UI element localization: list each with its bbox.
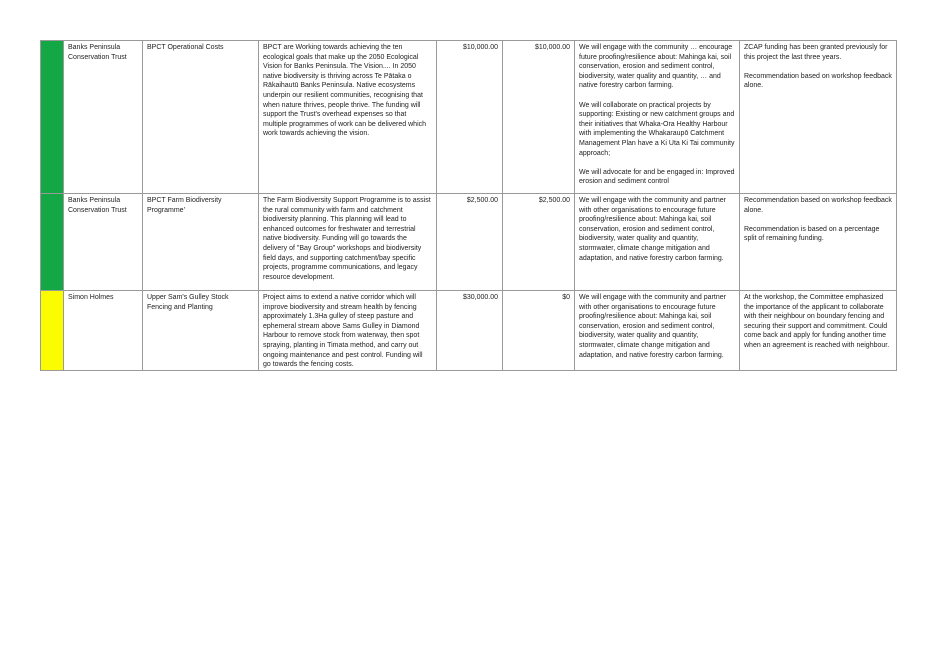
- requested-amount-cell: $30,000.00: [437, 291, 503, 371]
- comments-cell: [740, 194, 897, 291]
- comment-paragraph: At the workshop, the Committee emphasized the importance of the applicant to collaborate with their neighbour on boundary fencing and securing their support and commitment. Could come back and apply for funding another time when an agreement is reached with neighbour.: [744, 294, 890, 349]
- status-cell: [41, 291, 64, 371]
- alignment-cell: [575, 194, 740, 291]
- description-cell: Project aims to extend a native corridor which will improve biodiversity and stream health by fencing approximately 1.3Ha gulley of steep pasture and ephemeral stream above Sams Gulley in Diamond Harbour to remove stock from waterway, then spot spraying, planting in Timata method, and carry out ongoing maintenance and pest control. Funding will go towards the fencing costs.: [259, 291, 437, 371]
- comments-cell: [740, 291, 897, 371]
- status-cell: [41, 194, 64, 291]
- alignment-paragraph: We will engage with the community … encourage future proofing/resilience about: Mahinga kai, soil conservation, erosion and sediment control, biodiversity, water quality and quantity, … and native forestry carbon farming.: [579, 44, 733, 90]
- alignment-paragraph: We will engage with the community and partner with other organisations to encourage future proofing/resilience about: Mahinga kai, soil conservation, erosion and sediment control, biodiversity, water quality and quantity, stormwater, climate change mitigation and adaptation, and native forestry carbon farming.: [579, 294, 726, 359]
- applicant-cell: Banks Peninsula Conservation Trust: [64, 41, 143, 194]
- funding-table: [40, 40, 897, 371]
- comments-cell: [740, 41, 897, 194]
- project-cell: BPCT Operational Costs: [143, 41, 259, 194]
- recommended-amount-cell: $10,000.00: [503, 41, 575, 194]
- comment-paragraph: Recommendation is based on a percentage split of remaining funding.: [744, 225, 880, 243]
- comment-paragraph: Recommendation based on workshop feedback alone.: [744, 197, 892, 214]
- requested-amount-cell: $10,000.00: [437, 41, 503, 194]
- project-cell: Upper Sam's Gulley Stock Fencing and Planting: [143, 291, 259, 371]
- recommended-amount-cell: $2,500.00: [503, 194, 575, 291]
- recommended-amount-cell: $0: [503, 291, 575, 371]
- description-cell: The Farm Biodiversity Support Programme is to assist the rural community with farm and catchment biodiversity planning. This planning will lead to enhanced outcomes for freshwater and terrestrial native biodiversity. Funding will go towards the delivery of "Bay Group" workshops and biodiversity field days, and supporting catchment/bay specific projects, programme communications, and legacy resource development.: [259, 194, 437, 291]
- requested-amount-cell: $2,500.00: [437, 194, 503, 291]
- table-row: [41, 194, 897, 291]
- applicant-cell: Simon Holmes: [64, 291, 143, 371]
- comment-paragraph: ZCAP funding has been granted previously for this project the last three years.: [744, 44, 888, 61]
- alignment-cell: [575, 41, 740, 194]
- table-row: [41, 41, 897, 194]
- comment-paragraph: Recommendation based on workshop feedback alone.: [744, 72, 892, 90]
- alignment-paragraph: We will engage with the community and partner with other organisations to encourage future proofing/resilience about: Mahinga kai, soil conservation, erosion and sediment control, biodiversity, water quality and quantity, stormwater, climate change mitigation and adaptation, and native forestry carbon farming.: [579, 197, 726, 262]
- status-cell: [41, 41, 64, 194]
- alignment-paragraph: We will collaborate on practical projects by supporting: Existing or new catchment groups and their initiatives that Whaka-Ora Healthy Harbour with implementing the Whakaraupō Catchment Management Plan have a Ki Uta Ki Tai community approach;: [579, 101, 735, 157]
- project-cell: BPCT Farm Biodiversity Programme': [143, 194, 259, 291]
- applicant-cell: Banks Peninsula Conservation Trust: [64, 194, 143, 291]
- table-row: [41, 291, 897, 371]
- alignment-paragraph: We will advocate for and be engaged in: Improved erosion and sediment control: [579, 168, 735, 186]
- alignment-cell: [575, 291, 740, 371]
- description-cell: BPCT are Working towards achieving the ten ecological goals that make up the 2050 Ecological Vision for Banks Peninsula. The Vision.... In 2050 native biodiversity is thriving across Te Pātaka o Rākaihautū Banks Peninsula. Native ecosystems underpin our resilient communities, recognising that when nature thrives, people thrive. The funding will support the Trust's overhead expenses so that multiple programmes of work can be delivered which work towards achieving the vision.: [259, 41, 437, 194]
